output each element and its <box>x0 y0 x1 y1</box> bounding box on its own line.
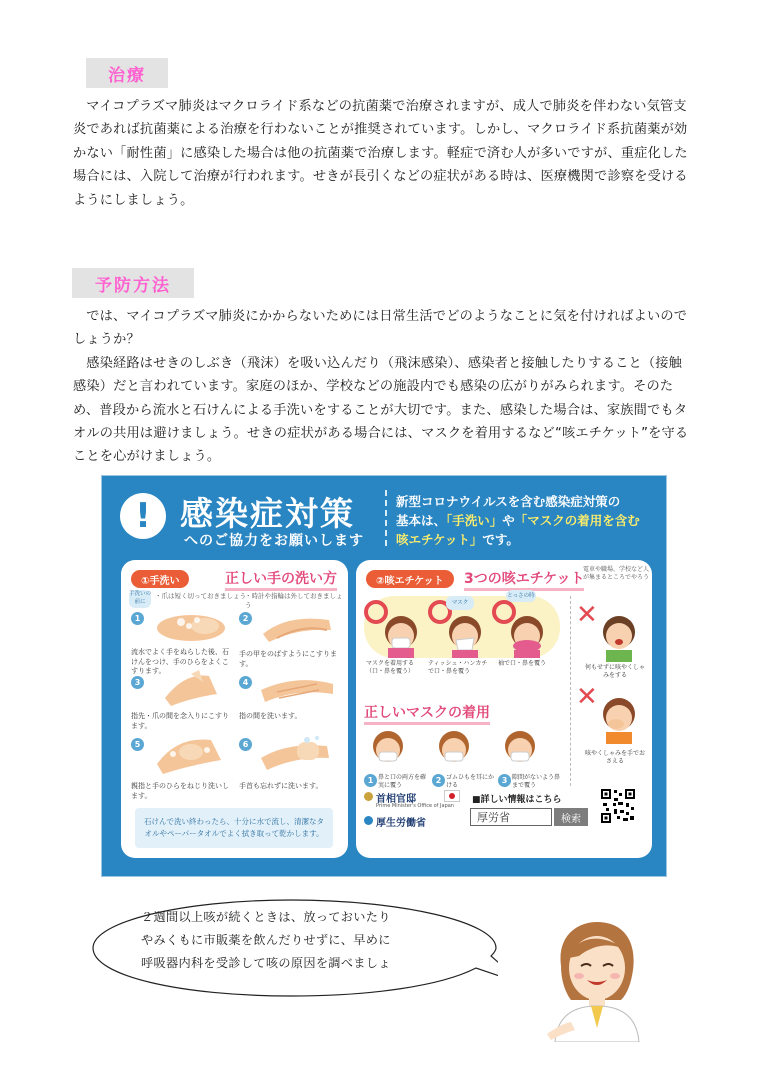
search-button[interactable]: 検索 <box>554 808 588 826</box>
info-label: ■詳しい情報はこちら <box>472 795 562 805</box>
exclamation-icon: ! <box>120 493 166 539</box>
note-text: です。 <box>482 532 519 547</box>
mask-title: 正しいマスクの着用 <box>364 702 490 725</box>
step-number: 3 <box>131 676 144 689</box>
mask-step-illustration <box>430 726 478 772</box>
mask-step-caption: 隙間がないよう鼻まで覆う <box>512 774 561 789</box>
good-caption: マスクを着用する（口・鼻を覆う） <box>366 660 415 675</box>
handwash-footer-note: 石けんで洗い終わったら、十分に水で流し、清潔なタオルやペーパータオルでよく拭き取って乾かします。 <box>135 808 333 848</box>
handwash-pre-2: ・時計や指輪は外しておきましょう <box>245 592 343 609</box>
mask-step-number: 3 <box>498 774 511 787</box>
note-text: や <box>502 513 515 528</box>
poster-header <box>102 476 667 560</box>
mask-bubble: マスク <box>446 596 474 610</box>
japan-flag-icon <box>444 790 460 802</box>
step-number: 4 <box>239 676 252 689</box>
poster-note <box>396 492 658 549</box>
cough-note: 電車や職場、学校など人が集まるところでやろう <box>582 566 649 581</box>
hands-illustration <box>151 730 233 776</box>
poster-title: 感染症対策 <box>180 494 355 533</box>
mask-step-caption: ゴムひもを耳にかける <box>446 774 495 789</box>
step-caption: 手首も忘れずに洗います。 <box>239 782 323 790</box>
treatment-heading: 治療 <box>86 58 168 88</box>
hands-illustration <box>257 670 337 708</box>
cough-pill: ②咳エチケット <box>366 570 454 588</box>
handwash-title: 正しい手の洗い方 <box>225 568 337 591</box>
sleeve-bubble: とっさの時 <box>506 590 536 602</box>
cough-title: 3つの咳エチケット <box>464 568 584 591</box>
poster-divider <box>385 490 387 546</box>
prevention-paragraph-1: では、マイコプラズマ肺炎にかからないためには日常生活でどのようなことに気を付ければよいのでしょうか？ <box>73 309 688 348</box>
step-number: 6 <box>239 738 252 751</box>
handwash-pre-1: ・爪は短く切っておきましょう <box>155 592 246 600</box>
hands-illustration <box>257 608 337 646</box>
mask-step-number: 2 <box>432 774 445 787</box>
note-highlight: 「マスクの着用を含む <box>514 513 640 528</box>
mask-step-number: 1 <box>364 774 377 787</box>
poster-note-line-2 <box>396 511 658 530</box>
pm-office-english: Prime Minister's Office of Japan <box>376 803 454 809</box>
handwash-before-bubble: 手洗いの前に <box>129 590 151 608</box>
prevention-paragraphs <box>73 305 693 469</box>
poster-subtitle: へのご協力をお願いします <box>184 533 364 549</box>
bubble-line-1: ２週間以上咳が続くときは、放っておいたり <box>141 910 391 924</box>
mask-step-caption: 鼻と口の両方を確実に覆う <box>378 774 427 789</box>
good-caption: 袖で口・鼻を覆う <box>498 660 547 667</box>
infection-control-poster <box>101 475 667 877</box>
note-text: 基本は、 <box>396 513 447 528</box>
woman-sneezing-illustration <box>594 692 644 744</box>
note-highlight: 「手洗い」 <box>446 513 503 528</box>
girl-with-tissue-illustration <box>442 610 488 658</box>
doctor-illustration <box>541 918 649 1042</box>
step-caption: 親指と手のひらをねじり洗いします。 <box>131 782 229 800</box>
hands-illustration <box>151 608 231 646</box>
poster-note-line-1: 新型コロナウイルスを含む感染症対策の <box>396 494 621 509</box>
government-emblem-icon <box>364 792 373 801</box>
incorrect-cross-icon: ✕ <box>576 600 598 630</box>
hands-illustration <box>155 668 229 708</box>
qr-code-icon[interactable] <box>600 788 636 824</box>
mhlw-logo: 厚生労働省 <box>376 818 426 829</box>
search-input[interactable]: 厚労省 <box>470 808 552 826</box>
note-highlight: 咳エチケット」 <box>396 532 483 547</box>
girl-with-sleeve-illustration <box>504 610 550 658</box>
step-caption: 流水でよく手をぬらした後、石けんをつけ、手のひらをよくこすります。 <box>131 648 229 675</box>
girl-with-mask-illustration <box>378 610 424 658</box>
treatment-text: マイコプラズマ肺炎はマクロライド系などの抗菌薬で治療されますが、成人で肺炎を伴わない気管支炎であれば抗菌薬による治療を行わないことが推奨されています。しかし、マクロライド系抗菌薬が効かない「耐性菌」に感染した場合は他の抗菌薬で治療します。軽症で済む人が多いですが、重症化した場合には、入院して治療が行われます。せきが長引くなどの症状がある時は、医療機関で診察を受けるようにしましょう。 <box>73 99 688 208</box>
mhlw-emblem-icon <box>364 816 373 825</box>
step-caption: 指先・爪の間を念入りにこすります。 <box>131 712 229 730</box>
good-caption: ティッシュ・ハンカチで口・鼻を覆う <box>428 660 488 675</box>
prevention-heading: 予防方法 <box>72 268 194 298</box>
step-caption: 手の甲をのばすようにこすります。 <box>239 650 337 668</box>
hands-illustration <box>257 732 337 774</box>
mask-step-illustration <box>364 726 412 772</box>
poster-note-line-3 <box>396 530 658 549</box>
handwash-pill: ①手洗い <box>131 570 189 588</box>
boy-coughing-illustration <box>594 610 644 662</box>
bad-caption: 何もせずに咳やくしゃみをする <box>584 664 645 679</box>
step-number: 2 <box>239 612 252 625</box>
step-caption: 指の間を洗います。 <box>239 712 302 720</box>
bad-caption: 咳やくしゃみを手でおさえる <box>584 750 645 765</box>
step-number: 5 <box>131 738 144 751</box>
treatment-paragraph <box>73 95 693 212</box>
cough-etiquette-panel <box>356 560 652 858</box>
speech-bubble-text <box>141 906 441 975</box>
column-divider <box>570 596 572 786</box>
bubble-line-2: やみくもに市販薬を飲んだりせずに、早めに <box>141 933 391 947</box>
incorrect-cross-icon: ✕ <box>576 682 598 712</box>
pm-office-logo: 首相官邸 <box>376 794 416 805</box>
step-number: 1 <box>131 612 144 625</box>
prevention-paragraph-2: 感染経路はせきのしぶき（飛沫）を吸い込んだり（飛沫感染）、感染者と接触したりすること（接触感染）だと言われています。家庭のほか、学校などの施設内でも感染の広がりがみられます。そのため、普段から流水と石けんによる手洗いをすることが大切です。また、感染した場合は、家族間でもタオルの共用は避けましょう。せきの症状がある場合には、マスクを着用するなど“咳エチケット”を守ることを心がけましょう。 <box>73 355 689 465</box>
bubble-line-3: 呼吸器内科を受診して咳の原因を調べましょ <box>141 956 391 970</box>
handwash-panel <box>121 560 348 858</box>
mask-step-illustration <box>496 726 544 772</box>
